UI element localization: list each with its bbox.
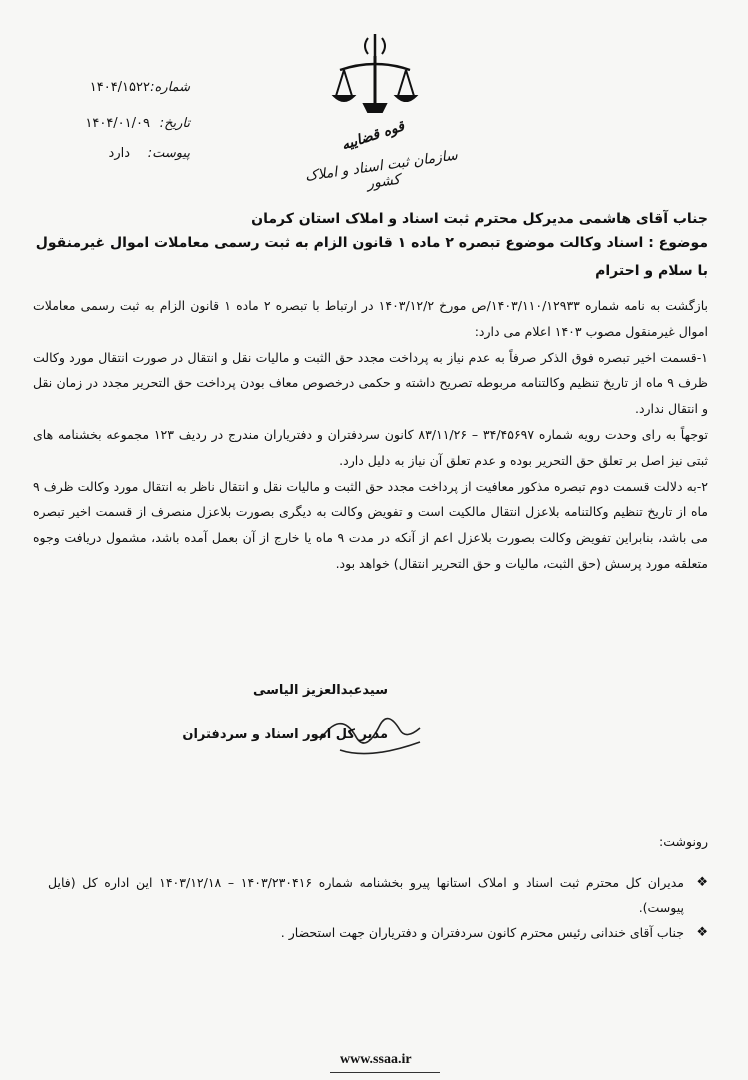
diamond-bullet-icon: ❖ xyxy=(696,875,708,890)
addressee: جناب آقای هاشمی مدیرکل محترم ثبت اسناد و املاک استان کرمان xyxy=(251,211,708,227)
letter-number-value: ۱۴۰۴/۱۵۲۲ xyxy=(89,80,150,95)
body-paragraph: بازگشت به نامه شماره ۱۴۰۳/۱۱۰/۱۲۹۳۳/ص مورخ ۱۴۰۳/۱۲/۲ در ارتباط با تبصره ۲ ماده ۱ قانون الزام به ثبت رسمی معاملات اموال غیرمنقول مصوب ۱۴۰۳ اعلام می دارد: xyxy=(33,298,708,339)
footer-divider xyxy=(330,1072,440,1073)
cc-item-text: جناب آقای خندانی رئیس محترم کانون سردفتران و دفتریاران جهت استحضار . xyxy=(280,925,684,940)
cc-item xyxy=(48,870,708,920)
letter-date-label: تاریخ: xyxy=(159,116,190,131)
letter-attachment xyxy=(50,146,190,166)
letter-date-value: ۱۴۰۴/۰۱/۰۹ xyxy=(85,116,150,131)
subject: موضوع : اسناد وکالت موضوع تبصره ۲ ماده ۱ قانون الزام به ثبت رسمی معاملات اموال غیرمنقول xyxy=(35,235,708,251)
organization-name-line-1: قوه قضاییه xyxy=(339,118,407,154)
cc-item-text: مدیران کل محترم ثبت اسناد و املاک استانها پیرو بخشنامه شماره ۱۴۰۳/۲۳۰۴۱۶ – ۱۴۰۳/۱۲/۱۸ این اداره کل (فایل پیوست). xyxy=(48,875,684,915)
greeting: با سلام و احترام xyxy=(595,263,708,279)
cc-title: رونوشت: xyxy=(659,834,708,849)
signatory-title: مدیر کل امور اسناد و سردفتران xyxy=(182,727,388,742)
letter-body xyxy=(33,293,708,577)
letter-number xyxy=(50,80,190,100)
signatory-name: سیدعبدالعزیز الیاسی xyxy=(252,683,388,698)
letter-attachment-value: دارد xyxy=(108,146,130,161)
diamond-bullet-icon: ❖ xyxy=(696,925,708,940)
footer-website[interactable]: www.ssaa.ir xyxy=(340,1052,412,1067)
body-paragraph: ۲-به دلالت قسمت دوم تبصره مذکور معافیت از پرداخت مجدد حق الثبت و مالیات نقل و انتقال ناظر به انتقال مورد وکالت ظرف ۹ ماه از تاریخ تنظیم وکالتنامه بلاعزل انتقال مالکیت است و تفویض وکالت به دیگری بصورت بلاعزل منصرف از قسمت اخیر تبصره می باشد، بنابراین تفویض وکالت بصورت بلاعزل اعم از آنکه در مدت ۹ ماه یا خارج از آن بعمل آمده باشد، مشمول دریافت وجوه متعلقه مورد پرسش (حق الثبت، مالیات و حق التحریر انتقال) خواهد بود. xyxy=(33,478,708,571)
body-paragraph: ۱-قسمت اخیر تبصره فوق الذکر صرفاً به عدم نیاز به پرداخت مجدد حق الثبت و مالیات نقل و انتقال در صورت انتقال مورد وکالت ظرف ۹ ماه از تاریخ تنظیم وکالتنامه مربوطه تصریح داشته و حکمی درخصوص معاف بودن پرداخت حق التحریر مجدد در زمان نقل و انتقال ندارد. xyxy=(33,349,708,417)
judiciary-emblem-icon xyxy=(330,30,420,130)
cc-list xyxy=(48,870,708,945)
letter-number-label: شماره: xyxy=(150,80,190,95)
letter-date xyxy=(50,116,190,136)
organization-name-line-2: سازمان ثبت اسناد و املاک کشور xyxy=(304,147,459,193)
body-paragraph: توجهاً به رای وحدت رویه شماره ۳۴/۴۵۶۹۷ – ۸۳/۱۱/۲۶ کانون سردفتران و دفتریاران مندرج در ردیف ۱۲۳ مجموعه بخشنامه های ثبتی نیز اصل بر تعلق حق التحریر بوده و عدم تعلق آن نیاز به دلیل دارد. xyxy=(33,426,708,468)
cc-item xyxy=(48,920,708,945)
letter-attachment-label: پیوست: xyxy=(147,146,190,161)
